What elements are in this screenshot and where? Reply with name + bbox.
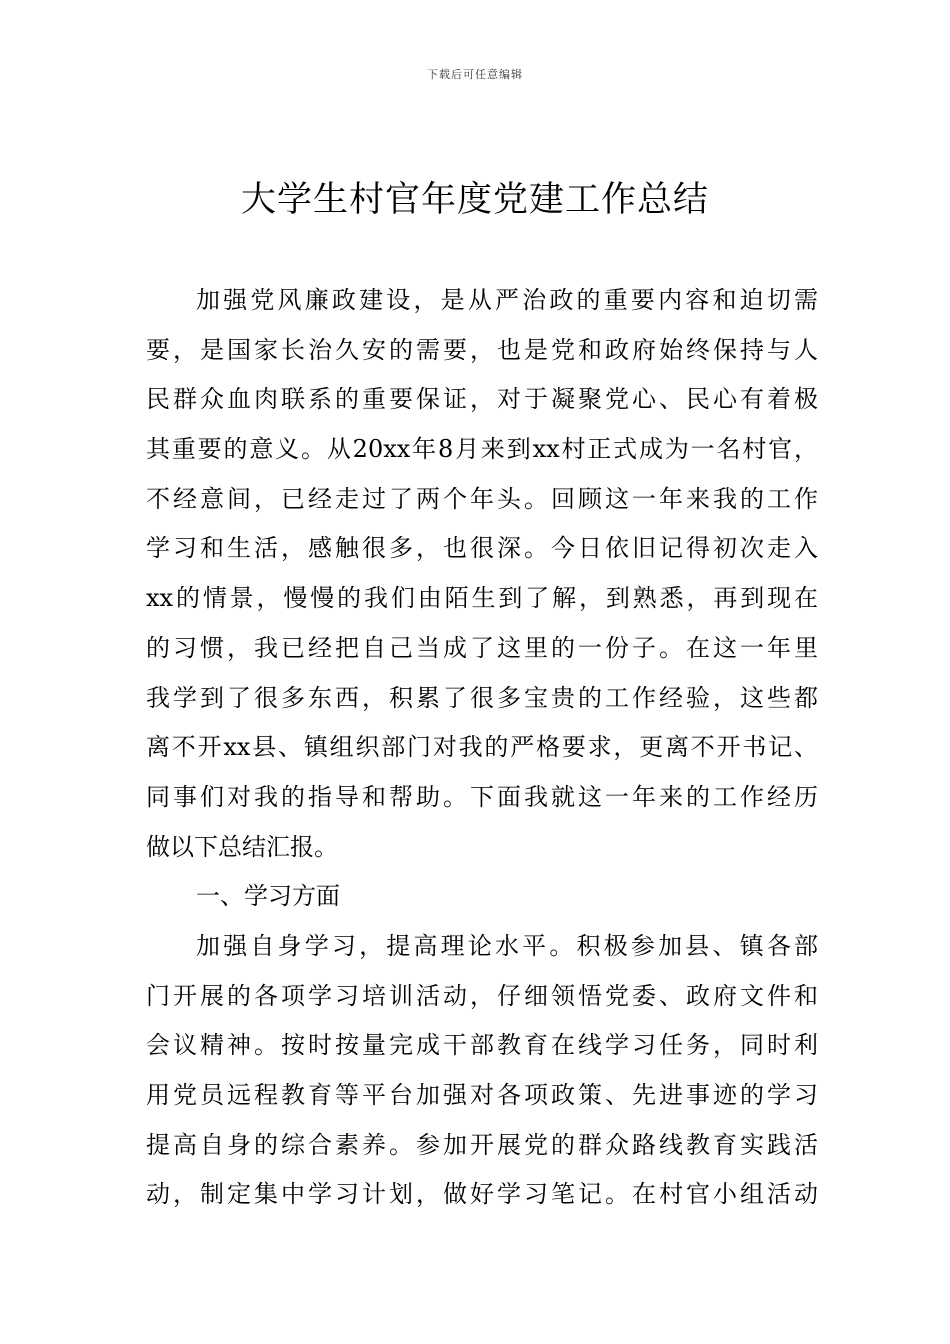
text-line: xx的情景，慢慢的我们由陌生到了解，到熟悉，再到现在 [146,584,818,613]
text-line: 我学到了很多东西，积累了很多宝贵的工作经验，这些都 [146,683,818,712]
text-line: 学习和生活，感触很多，也很深。今日依旧记得初次走入 [146,534,818,563]
text-line: 加强党风廉政建设，是从严治政的重要内容和迫切需 [196,286,818,314]
text-line: 门开展的各项学习培训活动，仔细领悟党委、政府文件和 [146,981,818,1010]
text-line: 会议精神。按时按量完成干部教育在线学习任务，同时利 [146,1031,818,1060]
text-line: 动，制定集中学习计划，做好学习笔记。在村官小组活动 [146,1180,818,1209]
document-title: 大学生村官年度党建工作总结 [240,180,709,220]
document-body [146,276,818,1220]
text-line: 不经意间，已经走过了两个年头。回顾这一年来我的工作 [146,484,818,513]
text-line: 加强自身学习，提高理论水平。积极参加县、镇各部 [196,931,818,960]
text-line: 同事们对我的指导和帮助。下面我就这一年来的工作经历 [146,782,818,811]
text-line: 提高自身的综合素养。参加开展党的群众路线教育实践活 [146,1130,818,1159]
text-line: 民群众血肉联系的重要保证，对于凝聚党心、民心有着极 [146,385,818,414]
text-line: 做以下总结汇报。 [146,832,338,861]
section-heading: 一、学习方面 [196,882,340,911]
text-line: 的习惯，我已经把自己当成了这里的一份子。在这一年里 [146,633,818,662]
text-line: 用党员远程教育等平台加强对各项政策、先进事迹的学习 [146,1081,818,1109]
text-line: 其重要的意义。从20xx年8月来到xx村正式成为一名村官， [146,435,818,464]
text-line: 要，是国家长治久安的需要，也是党和政府始终保持与人 [146,335,818,364]
header-note: 下载后可任意编辑 [427,68,523,81]
text-line: 离不开xx县、镇组织部门对我的严格要求，更离不开书记、 [146,733,818,762]
